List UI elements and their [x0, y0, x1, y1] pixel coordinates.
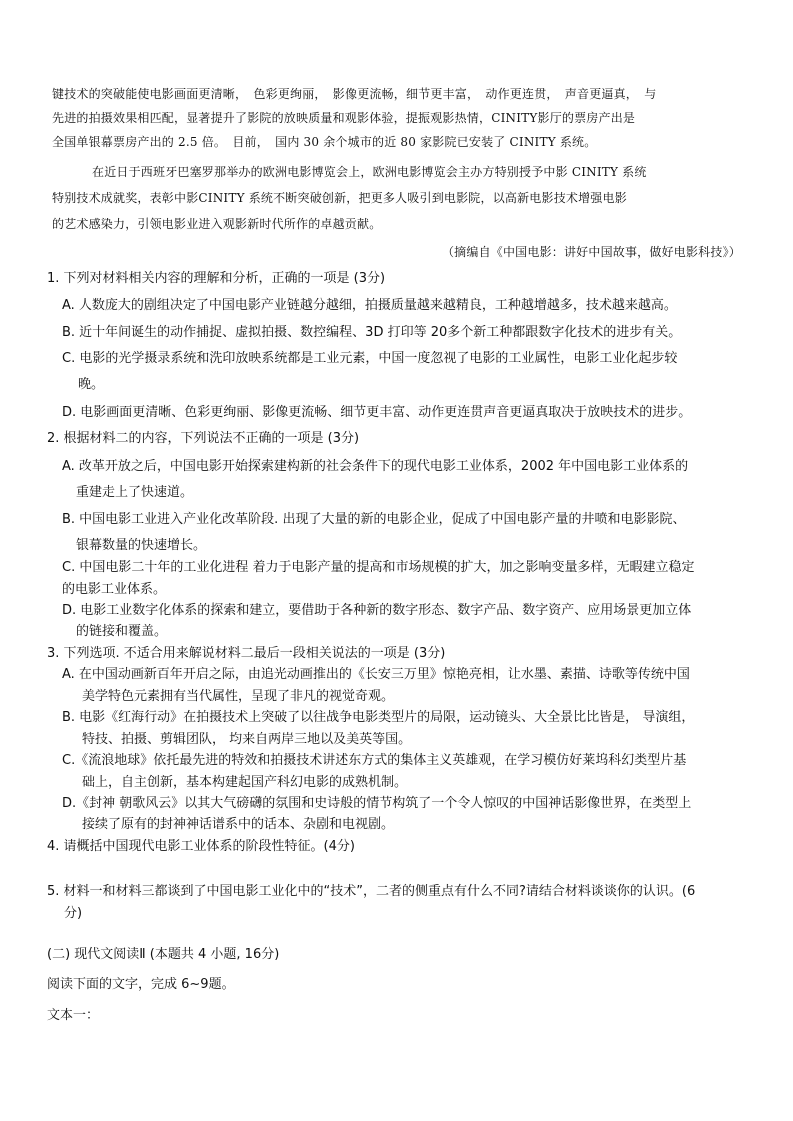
q5-stem-cont: 分) [64, 906, 83, 921]
q2-option-d-cont: 的链接和覆盖。 [76, 624, 168, 639]
q3-option-b: B. 电影《红海行动》在拍摄技术上突破了以往战争电影类型片的局限，运动镜头、大全景比比皆是， 导演组， [62, 710, 695, 725]
text-one-label: 文本一： [47, 1008, 100, 1023]
q2-option-c: C. 中国电影二十年的工业化进程 着力于电影产量的提高和市场规模的扩大，加之影响变量多样，无暇建立稳定 [62, 560, 695, 575]
q1-option-b: B. 近十年间诞生的动作捕捉、虚拟拍摄、数控编程、3D 打印等 20多个新工种都跟数字化技术的进步有关。 [62, 325, 682, 340]
q2-option-a-cont: 重建走上了快速道。 [76, 485, 194, 500]
q3-option-b-cont: 特技、拍摄、剪辑团队， 均来自两岸三地以及美英等国。 [82, 732, 412, 747]
q2-option-a: A. 改革开放之后，中国电影开始探索建构新的社会条件下的现代电影工业体系，2002 年中国电影工业体系的 [62, 459, 689, 474]
q2-option-c-cont: 的电影工业体系。 [62, 582, 167, 597]
q1-option-c: C. 电影的光学摄录系统和洗印放映系统都是工业元素，中国一度忽视了电影的工业属性，电影工业化起步较 [62, 351, 678, 366]
section-heading: (二) 现代文阅读Ⅱ (本题共 4 小题, 16分) [47, 947, 280, 962]
q1-option-a: A. 人数庞大的剧组决定了中国电影产业链越分越细，拍摄质量越来越精良，工种越增越多，技术越来越高。 [62, 298, 677, 313]
q2-option-d: D. 电影工业数字化体系的探索和建立，要借助于各种新的数字形态、数字产品、数字资产、应用场景更加立体 [62, 603, 692, 618]
q2-stem: 2. 根据材料二的内容，下列说法不正确的一项是 (3分) [47, 431, 360, 446]
passage-source: （摘编自《中国电影：讲好中国故事，做好电影科技》） [441, 245, 741, 259]
q1-option-c-cont: 晚。 [78, 377, 105, 392]
section-instruction: 阅读下面的文字，完成 6~9题。 [47, 977, 235, 992]
q5-stem: 5. 材料一和材料三都谈到了中国电影工业化中的“技术”，二者的侧重点有什么不同?请结合材料谈谈你的认识。(6 [47, 884, 696, 899]
q3-option-d: D.《封神 朝歌风云》以其大气磅礴的氛围和史诗般的情节构筑了一个令人惊叹的中国神话影像世界，在类型上 [62, 796, 692, 811]
q3-stem: 3. 下列选项. 不适合用来解说材料二最后一段相关说法的一项是 (3分) [47, 646, 446, 661]
passage-line-6: 的艺术感染力，引领电影业进入观影新时代所作的卓越贡献。 [52, 217, 382, 231]
q3-option-c: C.《流浪地球》依托最先进的特效和拍摄技术讲述东方式的集体主义英雄观，在学习模仿好莱坞科幻类型片基 [62, 753, 687, 768]
q2-option-b: B. 中国电影工业进入产业化改革阶段. 出现了大量的新的电影企业，促成了中国电影产量的井喷和电影影院、 [62, 512, 686, 527]
q3-option-d-cont: 接续了原有的封神神话谱系中的话本、杂剧和电视剧。 [82, 817, 395, 832]
passage-line-2: 先进的拍摄效果相匹配，显著提升了影院的放映质量和观影体验，提振观影热情，CINITY影厅的票房产出是 [52, 111, 636, 125]
passage-line-5: 特别技术成就奖，表彰中影CINITY 系统不断突破创新，把更多人吸引到电影院，以高新电影技术增强电影 [52, 191, 627, 205]
q3-option-a: A. 在中国动画新百年开启之际，由追光动画推出的《长安三万里》惊艳亮相，让水墨、素描、诗歌等传统中国 [62, 667, 690, 682]
q3-option-a-cont: 美学特色元素拥有当代属性，呈现了非凡的视觉奇观。 [82, 689, 395, 704]
passage-line-1: 键技术的突破能使电影画面更清晰， 色彩更绚丽， 影像更流畅，细节更丰富， 动作更连贯， 声音更逼真， 与 [52, 87, 657, 101]
passage-line-3: 全国单银幕票房产出的 2.5 倍。 目前， 国内 30 余个城市的近 80 家影院已安装了 CINITY 系统。 [52, 135, 597, 149]
q4-stem: 4. 请概括中国现代电影工业体系的阶段性特征。(4分) [47, 839, 355, 854]
q1-stem: 1. 下列对材料相关内容的理解和分析，正确的一项是 (3分) [47, 271, 386, 286]
q2-option-b-cont: 银幕数量的快速增长。 [76, 538, 207, 553]
q1-option-d: D. 电影画面更清晰、色彩更绚丽、影像更流畅、细节更丰富、动作更连贯声音更逼真取决于放映技术的进步。 [62, 405, 692, 420]
q3-option-c-cont: 础上，自主创新，基本构建起国产科幻电影的成熟机制。 [82, 775, 408, 790]
passage-line-4: 在近日于西班牙巴塞罗那举办的欧洲电影博览会上，欧洲电影博览会主办方特别授予中影 CINITY 系统 [92, 165, 647, 179]
